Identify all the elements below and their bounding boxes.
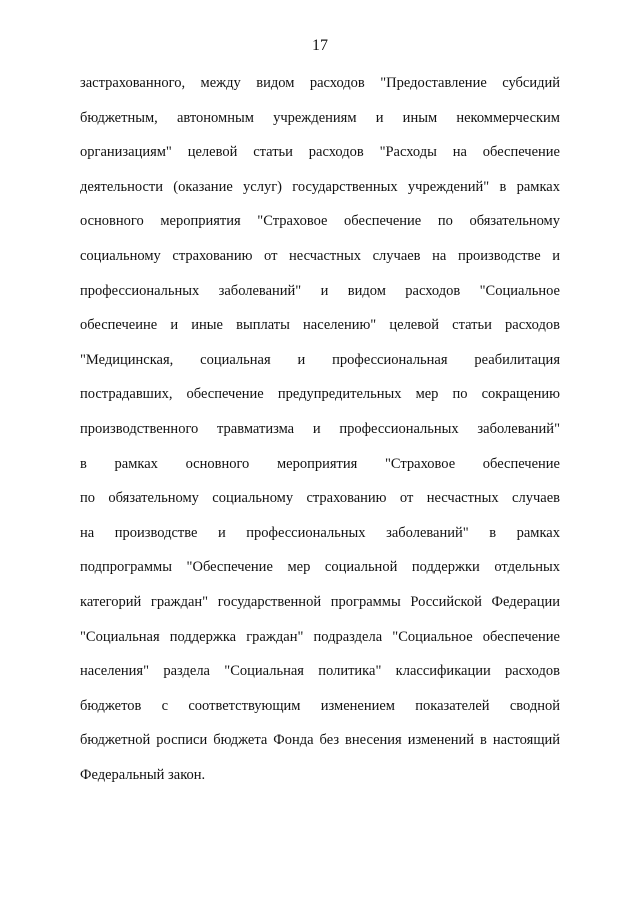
text-line: на производстве и профессиональных заболеваний" в рамках [80,524,560,541]
text-line: застрахованного, между видом расходов "Предоставление субсидий [80,75,560,91]
text-line: подпрограммы "Обеспечение мер социальной поддержки отдельных [80,559,560,576]
text-line: социальному страхованию от несчастных случаев на производстве и [80,247,560,264]
text-line: по обязательному социальному страхованию от несчастных случаев [80,490,560,507]
text-line: категорий граждан" государственной программы Российской Федерации [80,593,560,610]
text-line: деятельности (оказание услуг) государственных учреждений" в рамках [80,178,560,195]
text-line: Федеральный закон. [80,766,206,783]
text-line: основного мероприятия "Страховое обеспечение по обязательному [80,213,560,230]
text-line: "Социальная поддержка граждан" подраздела "Социальное обеспечение [80,628,560,645]
text-line: "Медицинская, социальная и профессиональная реабилитация [80,351,560,368]
page-number: 17 [312,37,328,54]
text-line: производственного травматизма и профессиональных заболеваний" [80,420,560,437]
text-line: бюджетной росписи бюджета Фонда без внесения изменений в настоящий [80,732,560,749]
body-paragraph [80,73,560,799]
text-line: организациям" целевой статьи расходов "Расходы на обеспечение [80,144,560,161]
text-line: населения" раздела "Социальная политика" классификации расходов [80,663,560,680]
text-line: обеспечеине и иные выплаты населению" целевой статьи расходов [80,317,560,334]
text-line: пострадавших, обеспечение предупредительных мер по сокращению [80,386,560,403]
text-line: в рамках основного мероприятия "Страховое обеспечение [80,455,560,472]
text-line: профессиональных заболеваний" и видом расходов "Социальное [80,282,560,299]
text-line: бюджетов с соответствующим изменением показателей сводной [80,697,560,714]
text-line: бюджетным, автономным учреждениям и иным некоммерческим [80,109,560,126]
